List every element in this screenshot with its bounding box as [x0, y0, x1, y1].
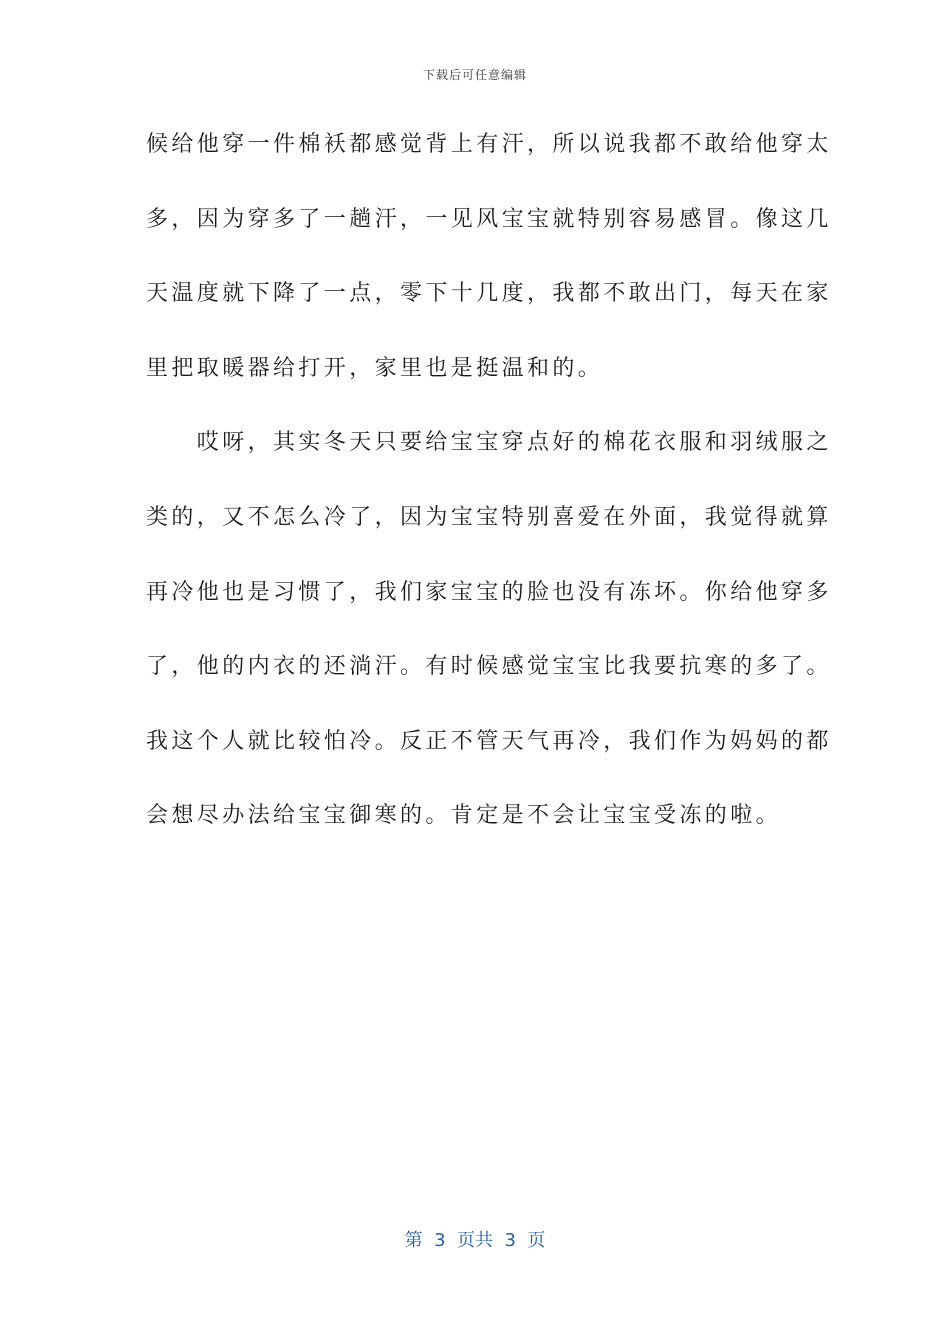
page-header: 下载后可任意编辑 — [422, 68, 527, 82]
paragraph-2-line-6: 会想尽办法给宝宝御寒的。肯定是不会让宝宝受冻的啦。 — [146, 803, 782, 829]
paragraph-1-line-3: 天温度就下降了一点，零下十几度，我都不敢出门，每天在家 — [146, 281, 832, 307]
paragraph-2-line-2: 类的，又不怎么冷了，因为宝宝特别喜爱在外面，我觉得就算 — [146, 504, 832, 530]
paragraph-1-line-2: 多，因为穿多了一趟汗，一见风宝宝就特别容易感冒。像这几 — [146, 206, 832, 232]
paragraph-1-line-4: 里把取暖器给打开，家里也是挺温和的。 — [146, 355, 604, 381]
paragraph-2-line-1: 哎呀，其实冬天只要给宝宝穿点好的棉花衣服和羽绒服之 — [146, 430, 832, 456]
page-number-footer: 第 3 页共 3 页 — [404, 1230, 546, 1251]
paragraph-2-line-4: 了，他的内衣的还淌汗。有时候感觉宝宝比我要抗寒的多了。 — [146, 654, 832, 680]
paragraph-2-line-5: 我这个人就比较怕冷。反正不管天气再冷，我们作为妈妈的都 — [146, 728, 832, 754]
paragraph-2-line-3: 再冷他也是习惯了，我们家宝宝的脸也没有冻坏。你给他穿多 — [146, 579, 832, 605]
paragraph-1-line-1: 候给他穿一件棉袄都感觉背上有汗，所以说我都不敢给他穿太 — [146, 132, 832, 157]
body-text — [146, 120, 832, 866]
